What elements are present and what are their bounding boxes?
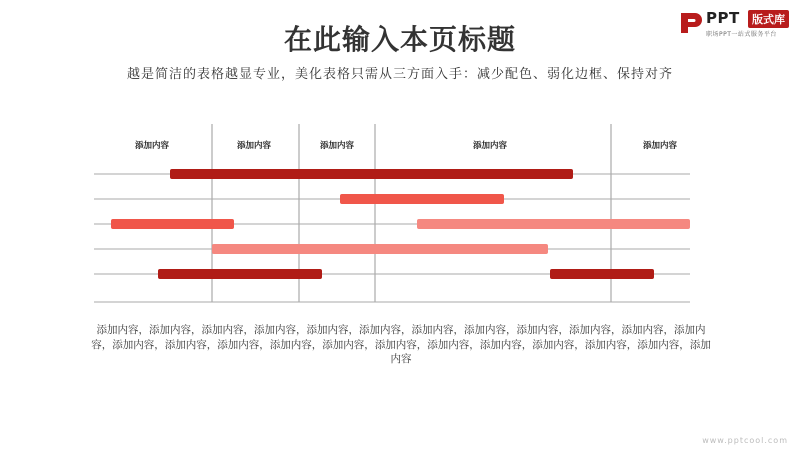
logo-badge: 版式库 bbox=[748, 10, 789, 28]
body-paragraph: 添加内容，添加内容，添加内容，添加内容，添加内容，添加内容，添加内容，添加内容，添加内容，添加内容，添加内容，添加内容，添加内容，添加内容，添加内容，添加内容，添加内容，添加内容，添加内容，添加内容，添加内容，添加内容，添加内容，添加内容 bbox=[91, 324, 711, 365]
column-header: 添加内容 bbox=[236, 141, 272, 151]
gantt-bar bbox=[340, 194, 504, 204]
logo-tagline: 职场PPT一站式服务平台 bbox=[706, 31, 777, 38]
page-subtitle: 越是简洁的表格越显专业，美化表格只需从三方面入手：减少配色、弱化边框、保持对齐 bbox=[126, 67, 673, 82]
gantt-bar bbox=[158, 269, 322, 279]
logo-brand-text: PPT bbox=[706, 9, 740, 27]
gantt-bar bbox=[111, 219, 234, 229]
gantt-bar bbox=[417, 219, 690, 229]
gantt-bar bbox=[212, 244, 548, 254]
column-header: 添加内容 bbox=[472, 141, 508, 151]
column-header: 添加内容 bbox=[642, 141, 678, 151]
column-header: 添加内容 bbox=[134, 141, 170, 151]
gantt-bar bbox=[170, 169, 573, 179]
page-title: 在此输入本页标题 bbox=[283, 23, 516, 56]
column-header: 添加内容 bbox=[319, 141, 355, 151]
watermark: www.pptcool.com bbox=[702, 436, 788, 445]
gantt-bar bbox=[550, 269, 654, 279]
